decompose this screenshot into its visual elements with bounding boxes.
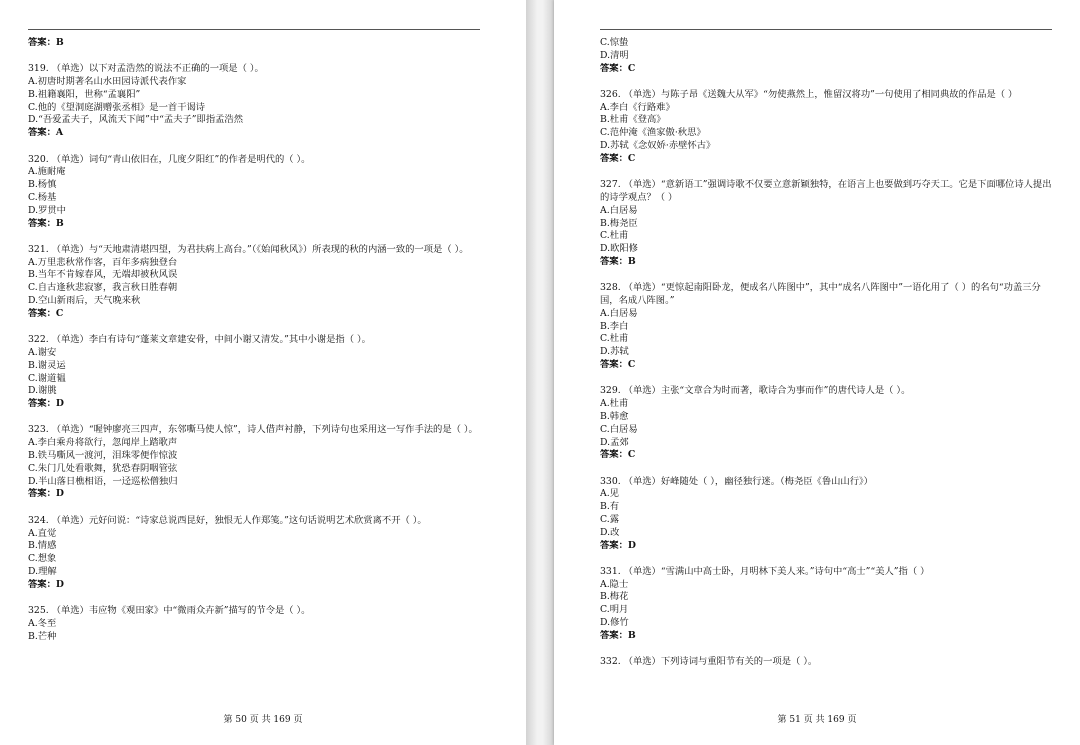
option-line: D.苏轼《念奴娇·赤壁怀古》 — [600, 140, 716, 152]
question-block — [28, 605, 483, 643]
question-block — [600, 656, 1058, 669]
answer-line: 答案：D — [28, 578, 64, 590]
question-stem: 322. （单选）李白有诗句“蓬莱文章建安骨，中间小谢又清发。”其中小谢是指（ ）。 — [28, 334, 371, 346]
answer-line: 答案：A — [28, 127, 64, 139]
question-stem: 331. （单选）“雪满山中高士卧，月明林下美人来。”诗句中“高士”“美人”指（ ） — [600, 565, 930, 577]
option-line: D.理解 — [28, 565, 57, 577]
answer-line: 答案：B — [28, 217, 64, 229]
option-line: C.杜甫 — [600, 333, 629, 345]
option-line: C.他的《望洞庭湖赠张丞相》是一首干谒诗 — [28, 101, 206, 113]
answer-line: 答案：B — [600, 629, 636, 641]
question-block — [28, 334, 483, 411]
question-stem: 326. （单选）与陈子昂《送魏大从军》“勿使燕然上，惟留汉将功”一句使用了相同典故的作品是（ ） — [600, 88, 1018, 100]
question-block — [28, 63, 483, 140]
option-line: C.想象 — [28, 553, 57, 565]
option-line: C.自古逢秋悲寂寥，我言秋日胜春朝 — [28, 282, 178, 294]
page-content — [600, 37, 1058, 669]
option-line: C.谢道韫 — [28, 372, 66, 384]
option-line: A.冬至 — [28, 617, 57, 629]
option-line: A.见 — [600, 488, 619, 500]
option-line: C.杜甫 — [600, 230, 629, 242]
option-line: D.“吾爱孟夫子，风流天下闻”中“孟夫子”即指孟浩然 — [28, 114, 244, 126]
option-line: A.白居易 — [600, 204, 638, 216]
option-line: A.李白《行路难》 — [600, 101, 675, 113]
option-line: B.祖籍襄阳，世称“孟襄阳” — [28, 88, 141, 100]
option-line: D.改 — [600, 526, 620, 538]
option-line: C.杨基 — [28, 191, 57, 203]
question-block — [600, 476, 1058, 553]
question-stem: 323. （单选）“喔钟廖亮三四声，东邻嘶马使人惊”，诗人借声衬静，下列诗句也采用这一写作手法的是（ ）。 — [28, 424, 478, 436]
option-line: B.杨慎 — [28, 179, 57, 191]
option-line: D.空山新雨后，天气晚来秋 — [28, 295, 141, 307]
question-block — [28, 154, 483, 231]
answer-line: 答案：B — [28, 37, 64, 48]
answer-line: 答案：C — [600, 152, 636, 164]
option-line: B.韩愈 — [600, 410, 629, 422]
option-line: B.梅花 — [600, 591, 629, 603]
question-block — [600, 566, 1058, 643]
question-stem: 320. （单选）词句“青山依旧在，几度夕阳红”的作者是明代的（ ）。 — [28, 153, 311, 165]
answer-line: 答案：C — [600, 62, 636, 74]
option-line: A.白居易 — [600, 307, 638, 319]
option-line: B.谢灵运 — [28, 359, 66, 371]
question-block — [28, 424, 483, 501]
question-block — [600, 179, 1058, 269]
option-line: D.谢朓 — [28, 385, 57, 397]
question-stem: 328. （单选）“更惊起南阳卧龙，便成名八阵图中”，其中“成名八阵图中”一语化用了（ ）的名句“功盖三分国，名成八阵图。” — [600, 282, 1041, 307]
question-stem: 319. （单选）以下对孟浩然的说法不正确的一项是（ ）。 — [28, 63, 264, 75]
option-line: A.杜甫 — [600, 398, 629, 410]
question-block — [600, 385, 1058, 462]
option-line: C.明月 — [600, 604, 629, 616]
question-block — [28, 515, 483, 592]
question-stem: 327. （单选）“意新语工”强调诗歌不仅要立意新颖独特，在语言上也要做到巧夺天工。它是下面哪位诗人提出的诗学观点？（ ） — [600, 179, 1052, 203]
question-block — [28, 244, 483, 321]
option-line: B.梅尧臣 — [600, 217, 638, 229]
document-page-50 — [0, 0, 526, 745]
option-line: D.苏轼 — [600, 346, 629, 358]
page-footer: 第 50 页 共 169 页 — [223, 715, 303, 725]
option-line: A.隐士 — [600, 578, 629, 590]
question-stem: 324. （单选）元好问说：“诗家总说西昆好，独恨无人作郑笺。”这句话说明艺术欣赏离不开（ ）。 — [28, 514, 427, 526]
option-line: A.谢安 — [28, 346, 57, 358]
option-line: B.情感 — [28, 540, 57, 552]
option-line: B.杜甫《登高》 — [600, 114, 666, 126]
page-gutter — [526, 0, 554, 745]
option-line: D.清明 — [600, 49, 629, 61]
header-rule — [28, 29, 480, 30]
answer-line: 答案：C — [600, 359, 636, 371]
option-line: B.有 — [600, 501, 620, 513]
question-stem: 325. （单选）韦应物《观田家》中“微雨众卉新”描写的节令是（ ）。 — [28, 604, 311, 616]
page-content — [28, 37, 483, 643]
header-rule — [600, 29, 1052, 30]
option-line: B.芒种 — [28, 630, 57, 642]
option-line: C.惊蛰 — [600, 37, 629, 48]
question-block — [600, 89, 1058, 166]
answer-line: 答案：D — [28, 398, 64, 410]
option-line: B.铁马嘶风一渡河，泪珠零便作惊波 — [28, 450, 178, 462]
option-line: C.朱门几处看歌舞，犹恐春阴咽管弦 — [28, 462, 178, 474]
question-stem: 332. （单选）下列诗词与重阳节有关的一项是（ ）。 — [600, 656, 818, 668]
option-line: A.直觉 — [28, 527, 57, 539]
option-line: D.孟郊 — [600, 436, 629, 448]
option-line: A.施耐庵 — [28, 166, 66, 178]
option-line: A.初唐时期著名山水田园诗派代表作家 — [28, 76, 187, 88]
answer-line: 答案：B — [600, 255, 636, 267]
question-stem: 330. （单选）好峰随处（ ），幽径独行迷。（梅尧臣《鲁山山行》） — [600, 475, 873, 487]
option-line: D.修竹 — [600, 617, 629, 629]
answer-line: 答案：C — [600, 449, 636, 461]
option-line: B.李白 — [600, 320, 629, 332]
option-line: A.万里悲秋常作客，百年多病独登台 — [28, 256, 178, 268]
option-line: D.罗贯中 — [28, 204, 66, 216]
document-page-51 — [554, 0, 1080, 745]
option-line: A.李白乘舟将欲行，忽闻岸上踏歌声 — [28, 437, 178, 449]
question-block — [600, 282, 1058, 372]
option-line: C.露 — [600, 514, 620, 525]
option-line: D.欧阳修 — [600, 243, 638, 255]
option-line: D.半山落日樵相语，一迳巡松僧独归 — [28, 475, 178, 487]
question-stem: 329. （单选）主张“文章合为时而著，歌诗合为事而作”的唐代诗人是（ ）。 — [600, 385, 911, 397]
page-footer: 第 51 页 共 169 页 — [777, 715, 857, 725]
option-line: B.当年不肯嫁春风，无端却被秋风误 — [28, 269, 178, 281]
answer-line: 答案：C — [28, 307, 64, 319]
question-stem: 321. （单选）与“天地肃清堪四望，为君扶病上高台。”（《始闻秋风》）所表现的秋的内涵一致的一项是（ ）。 — [28, 243, 469, 255]
answer-line: 答案：D — [28, 488, 64, 500]
answer-line: 答案：D — [600, 539, 636, 551]
option-line: C.白居易 — [600, 423, 638, 435]
option-line: C.范仲淹《渔家傲·秋思》 — [600, 127, 706, 139]
